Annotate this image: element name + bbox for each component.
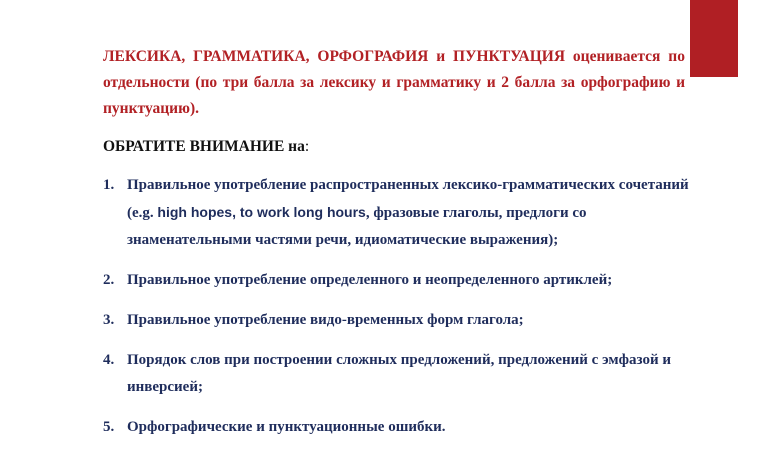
list-item-text-end: , фразовые глаголы, предлоги со знаменательными частями речи, идиоматические выражения); — [127, 205, 587, 248]
list-item — [103, 414, 703, 441]
list-item — [103, 347, 703, 401]
list-item-text: Правильное употребление видо-временных форм глагола; — [127, 312, 524, 328]
notice-heading — [103, 136, 309, 158]
list-item-number: 1. — [103, 177, 115, 193]
list-item — [103, 267, 703, 294]
list-item-text: Орфографические и пунктуационные ошибки. — [127, 419, 446, 435]
list-item-example-words: high hopes, to work long hours — [157, 204, 366, 220]
list-item-text-start: Правильное употребление распространенных лексико-грамматических сочетаний (e.g. — [127, 177, 689, 221]
list-item-number: 2. — [103, 272, 115, 288]
list-item-text: Правильное употребление определенного и неопределенного артиклей; — [127, 272, 613, 288]
rules-list — [103, 172, 703, 441]
notice-label: ОБРАТИТЕ ВНИМАНИЕ на — [103, 138, 305, 155]
list-item — [103, 307, 703, 334]
accent-bar — [690, 0, 738, 77]
intro-paragraph: ЛЕКСИКА, ГРАММАТИКА, ОРФОГРАФИЯ и ПУНКТУАЦИЯ оценивается по отдельности (по три балла за лексику и грамматику и 2 балла за орфографию и пунктуацию). — [103, 48, 685, 117]
list-item-number: 4. — [103, 352, 115, 368]
list-item-number: 5. — [103, 419, 115, 435]
notice-suffix: : — [304, 138, 310, 155]
list-item-number: 3. — [103, 312, 115, 328]
list-item-text: Порядок слов при построении сложных предложений, предложений с эмфазой и инверсией; — [127, 352, 671, 395]
list-item — [103, 172, 703, 254]
